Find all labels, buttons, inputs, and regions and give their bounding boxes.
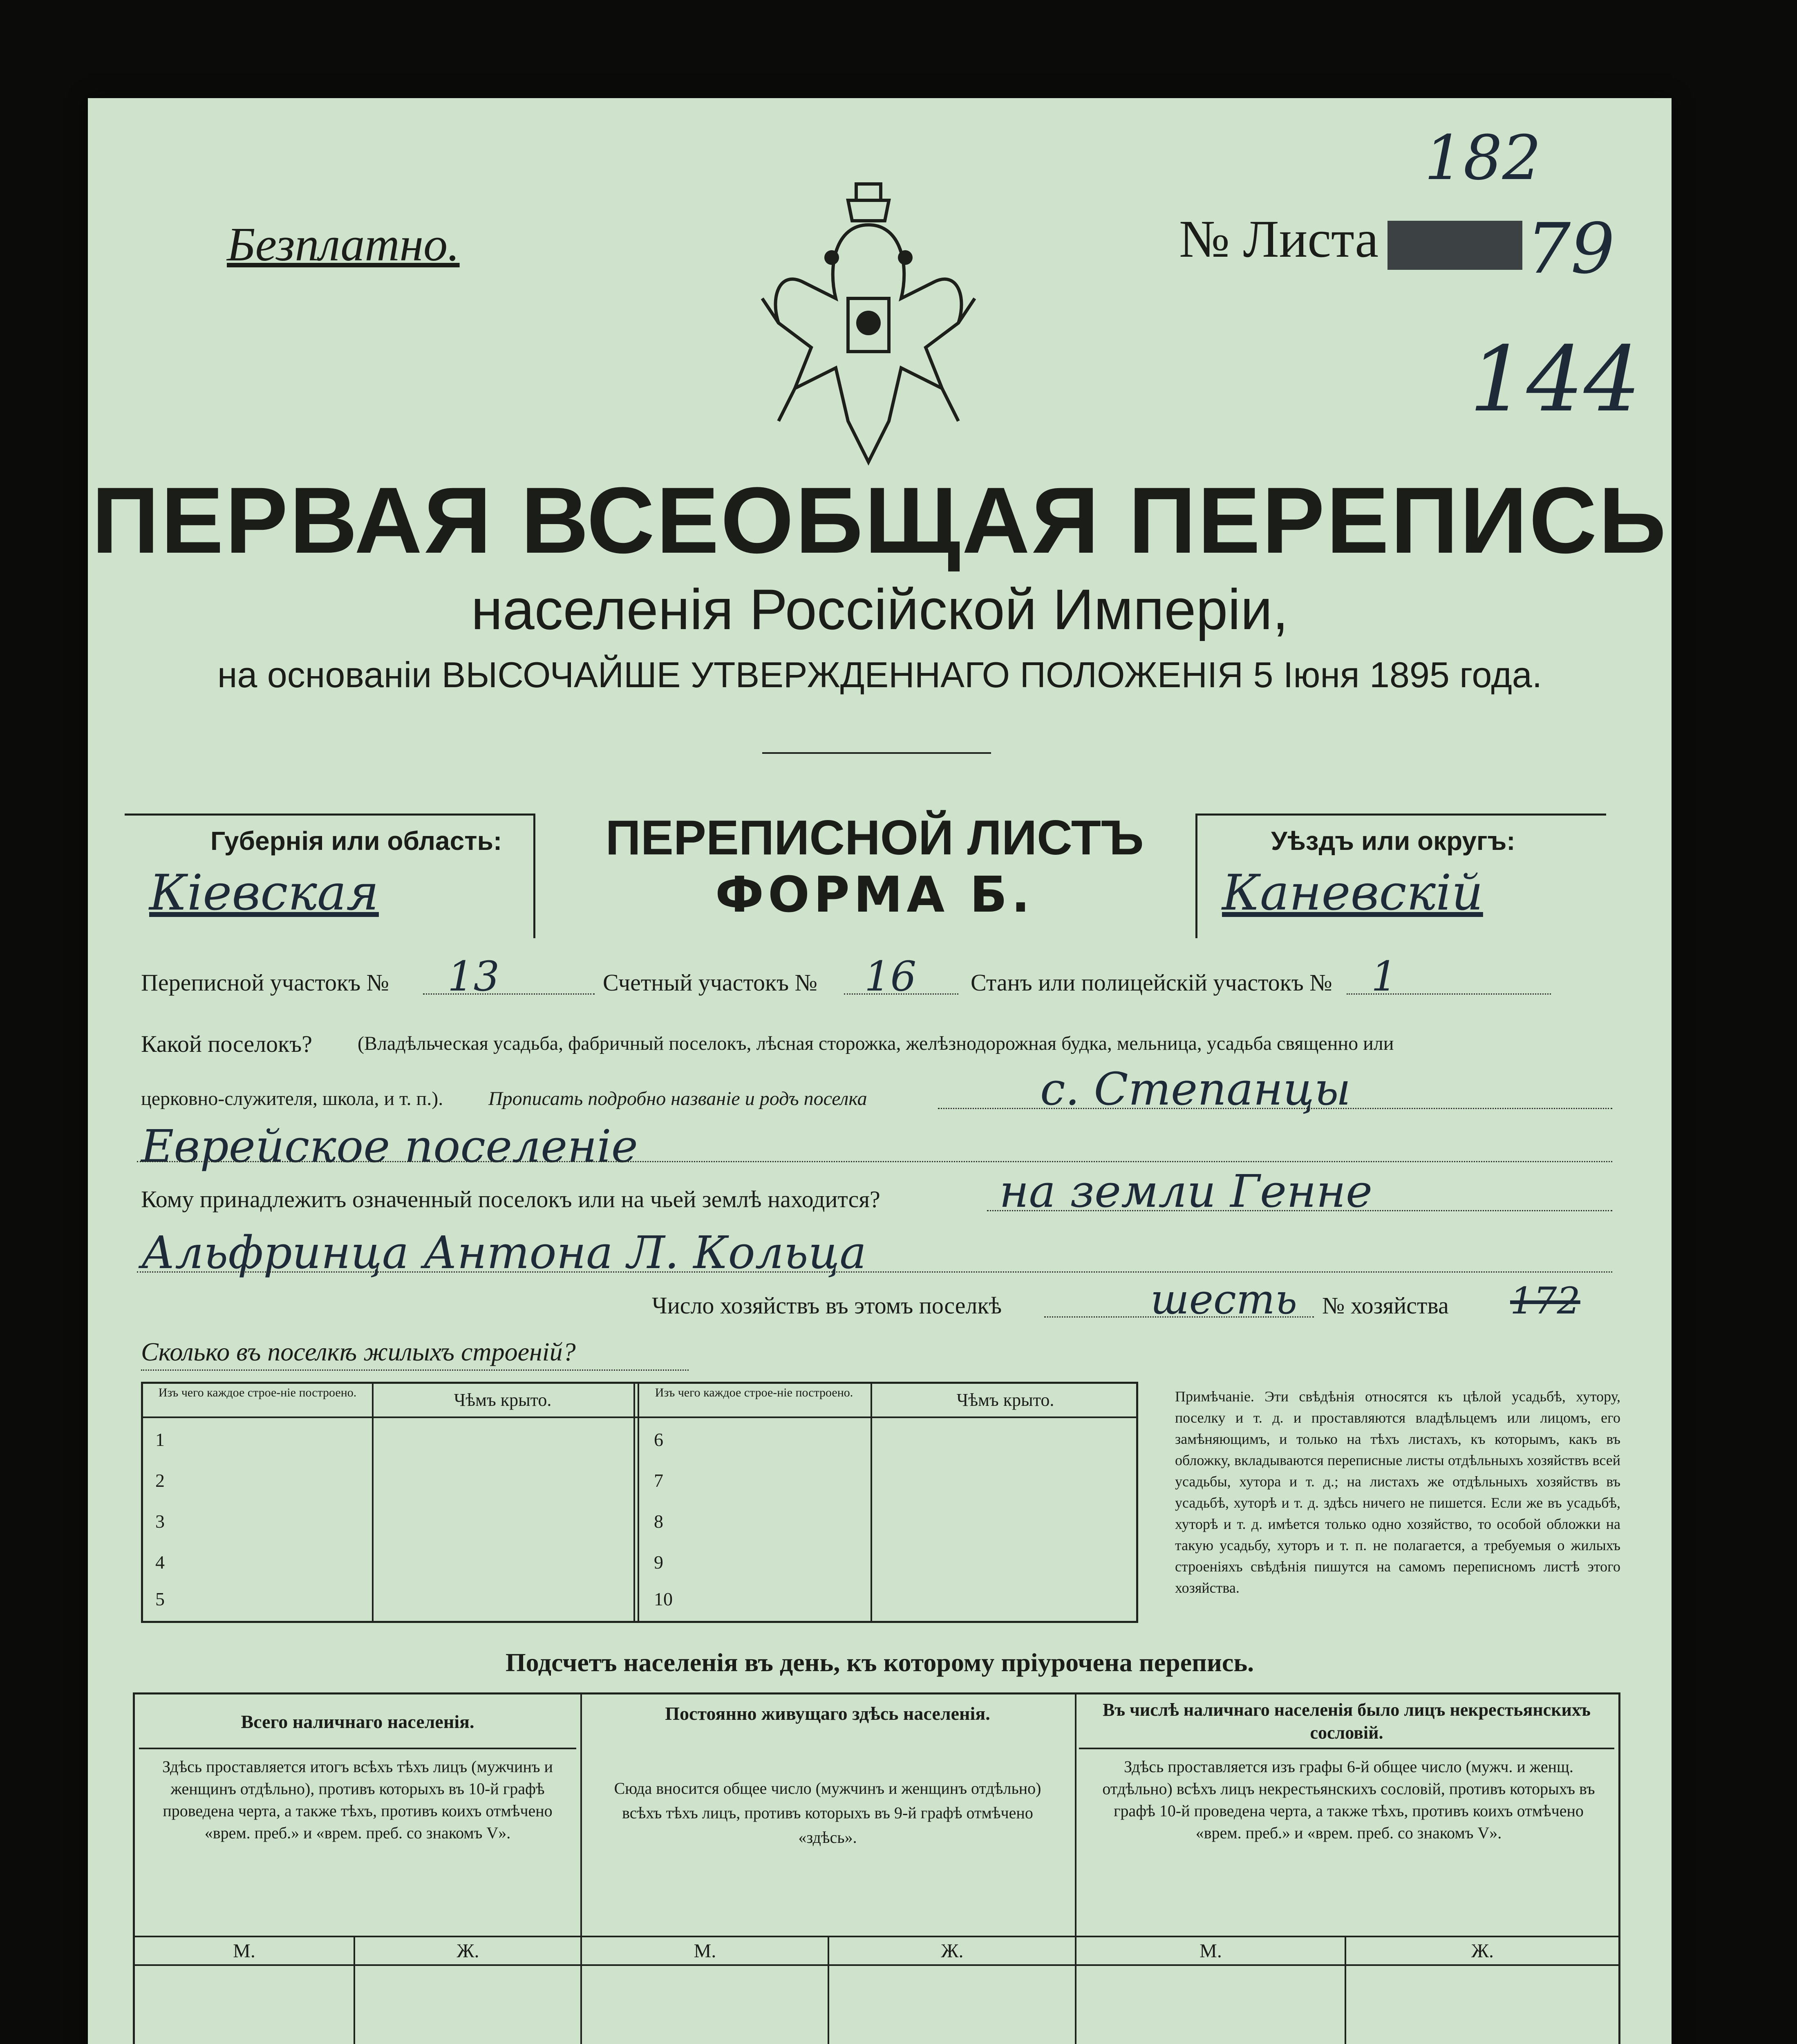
row-num-8: 8 xyxy=(654,1511,663,1532)
province-box xyxy=(125,814,535,938)
pop-col3-text: Здѣсь проставляется изъ графы 6-й общее число (мужч. и женщ. отдѣльно) всѣхъ лицъ некрестьянскихъ сословій, противъ которыхъ въ графѣ 10-й проведена черта, а также тѣхъ, противъ коихъ отмѣчено «врем. преб.» и «врем. преб. со знакомъ V». xyxy=(1102,1757,1595,1842)
main-title: ПЕРВАЯ ВСЕОБЩАЯ ПЕРЕПИСЬ xyxy=(92,468,1668,573)
census-section-label: Переписной участокъ № xyxy=(141,969,389,996)
count-section-underline xyxy=(844,993,958,995)
note: Примѣчаніе. Эти свѣдѣнія относятся къ цѣлой усадьбѣ, хутору, поселку и т. д. и проставляются владѣльцемъ или лицомъ, его замѣняющимъ, и только на тѣхъ листахъ, къ которымъ, какъ въ обложку, вкладываются переписные листы отдѣльныхъ хозяйствъ всей усадьбы, хутора и т. д.; на листахъ же отдѣльныхъ хозяйствъ въ усадьбѣ, хуторѣ и т. д. здѣсь ничего не пишется. Если же въ усадьбѣ, хуторѣ и т. д. имѣется только одно хозяйство, то особой обложки на такую усадьбу, хуторъ и т. п. не полагается, а требуемыя о жилыхъ строеніяхъ свѣдѣнія пишутся на самомъ переписномъ листѣ этого хозяйства. xyxy=(1175,1388,1620,1596)
row-num-3: 3 xyxy=(155,1511,165,1532)
households-underline xyxy=(1044,1316,1314,1318)
population-heading: Подсчетъ населенія въ день, къ которому пріурочена перепись. xyxy=(505,1648,1254,1677)
settlement-hint: (Владѣльческая усадьба, фабричный поселокъ, лѣсная сторожка, желѣзнодорожная будка, мельница, усадьба священно или xyxy=(358,1033,1394,1054)
buildings-underline xyxy=(141,1369,689,1371)
household-no-label: № хозяйства xyxy=(1322,1292,1449,1319)
pop-col2-text: Сюда вносится общее число (мужчинъ и женщинъ отдѣльно) всѣхъ тѣхъ лицъ, противъ которыхъ въ 9-й графѣ отмѣчено «здѣсь». xyxy=(614,1779,1041,1847)
table-divider-mid-2 xyxy=(638,1384,639,1621)
row-num-1: 1 xyxy=(155,1429,165,1450)
pop-col1-text: Здѣсь проставляется итогъ всѣхъ тѣхъ лицъ (мужчинъ и женщинъ отдѣльно), противъ которыхъ въ 10-й графѣ проведена черта, а также тѣхъ, противъ коихъ отмѣчено «врем. преб.» и «врем. преб. со знакомъ V». xyxy=(162,1757,553,1842)
station-value[interactable]: 1 xyxy=(1371,953,1397,1000)
pop-col3-f: Ж. xyxy=(1471,1940,1494,1962)
households-label: Число хозяйствъ въ этомъ поселкѣ xyxy=(652,1292,1002,1319)
pop-col3-head: Въ числѣ наличнаго населенія было лицъ некрестьянскихъ сословій. xyxy=(1103,1700,1591,1743)
buildings-label: Сколько въ поселкѣ жилыхъ строеній? xyxy=(141,1337,576,1366)
pop-mf-div-1 xyxy=(354,1936,355,2044)
owner-value[interactable]: на земли Генне xyxy=(999,1165,1373,1217)
owner-label: Кому принадлежитъ означенный поселокъ или на чьей землѣ находится? xyxy=(141,1186,880,1213)
basis-line: на основаніи ВЫСОЧАЙШЕ УТВЕРЖДЕННАГО ПОЛОЖЕНІЯ 5 Іюня 1895 года. xyxy=(217,654,1542,695)
settlement-underline-2 xyxy=(137,1161,1612,1162)
row-num-9: 9 xyxy=(654,1552,663,1573)
owner-underline xyxy=(987,1210,1612,1211)
pop-col-div-2 xyxy=(1075,1694,1076,2044)
pop-col3-m: М. xyxy=(1199,1940,1222,1962)
sheet-number-struck xyxy=(1387,221,1522,270)
pop-col2-head: Постоянно живущаго здѣсь населенія. xyxy=(665,1703,990,1724)
census-section-underline xyxy=(423,993,595,995)
pop-col1-m: М. xyxy=(233,1940,255,1962)
pop-mf-div-3 xyxy=(1345,1936,1346,2044)
pop-col2-m: М. xyxy=(694,1940,716,1962)
table-col-right-a xyxy=(871,1384,872,1621)
owner-value-2[interactable]: Альфринца Антона Л. Кольца xyxy=(141,1226,866,1279)
form-subtitle: ФОРМА Б. xyxy=(715,867,1034,923)
row-num-2: 2 xyxy=(155,1470,165,1491)
province-label: Губернія или область: xyxy=(210,826,502,856)
pop-col2-f: Ж. xyxy=(941,1940,964,1962)
settlement-value[interactable]: с. Степанцы xyxy=(1040,1063,1351,1115)
pop-mf-line xyxy=(135,1936,1618,1937)
owner-underline-2 xyxy=(137,1271,1612,1273)
pop-mf-div-2 xyxy=(828,1936,829,2044)
pop-col1-head: Всего наличнаго населенія. xyxy=(241,1711,474,1732)
row-num-7: 7 xyxy=(654,1470,663,1491)
table-col-left-a xyxy=(372,1384,374,1621)
table-divider-mid xyxy=(633,1384,635,1621)
households-value[interactable]: шесть xyxy=(1150,1275,1298,1323)
pop-values-line xyxy=(135,1964,1618,1966)
pop-head-line-3 xyxy=(1079,1748,1614,1749)
row-num-10: 10 xyxy=(654,1589,673,1609)
row-num-5: 5 xyxy=(155,1589,165,1609)
population-table xyxy=(133,1692,1620,2044)
census-section-value[interactable]: 13 xyxy=(448,953,500,1000)
sheet-number-handwritten: 79 xyxy=(1526,208,1615,289)
buildings-col-material-right: Изъ чего каждое строе-ніе построено. xyxy=(655,1386,853,1399)
table-header-line xyxy=(143,1416,1136,1418)
buildings-table xyxy=(141,1382,1138,1623)
sheet-number-label: № Листа xyxy=(1179,210,1379,269)
census-sheet xyxy=(88,98,1672,2044)
count-section-label: Счетный участокъ № xyxy=(603,969,817,996)
settlement-label: Какой поселокъ? xyxy=(141,1031,312,1057)
corner-number-1: 182 xyxy=(1424,123,1542,194)
district-value[interactable]: Каневскій xyxy=(1222,865,1483,921)
settlement-instruction: Прописать подробно названіе и родъ поселка xyxy=(488,1088,867,1109)
pop-head-line-1 xyxy=(139,1748,576,1749)
buildings-col-material-left: Изъ чего каждое строе-ніе построено. xyxy=(158,1386,357,1399)
station-underline xyxy=(1347,993,1551,995)
row-num-6: 6 xyxy=(654,1429,663,1450)
pop-col-div-1 xyxy=(580,1694,582,2044)
settlement-hint-2: церковно-служителя, школа, и т. п.). xyxy=(141,1088,443,1109)
district-label: Уѣздъ или округъ: xyxy=(1271,826,1515,856)
settlement-underline xyxy=(938,1108,1612,1109)
form-title: ПЕРЕПИСНОЙ ЛИСТЪ xyxy=(605,810,1144,865)
settlement-value-2[interactable]: Еврейское поселеніе xyxy=(141,1120,638,1172)
free-label: Безплатно. xyxy=(227,217,460,271)
district-box xyxy=(1195,814,1606,938)
row-num-4: 4 xyxy=(155,1552,165,1573)
double-headed-eagle-icon xyxy=(754,176,983,470)
buildings-col-roof-left: Чѣмъ крыто. xyxy=(454,1390,552,1410)
corner-number-2: 144 xyxy=(1469,327,1641,432)
station-label: Станъ или полицейскій участокъ № xyxy=(971,969,1332,996)
province-value[interactable]: Кіевская xyxy=(149,865,379,921)
subtitle: населенія Россійской Имперіи, xyxy=(471,577,1289,641)
divider xyxy=(762,752,991,754)
buildings-col-roof-right: Чѣмъ крыто. xyxy=(956,1390,1054,1410)
household-no-value[interactable]: 172 xyxy=(1510,1280,1580,1322)
count-section-value[interactable]: 16 xyxy=(864,953,917,1000)
pop-col1-f: Ж. xyxy=(457,1940,479,1962)
